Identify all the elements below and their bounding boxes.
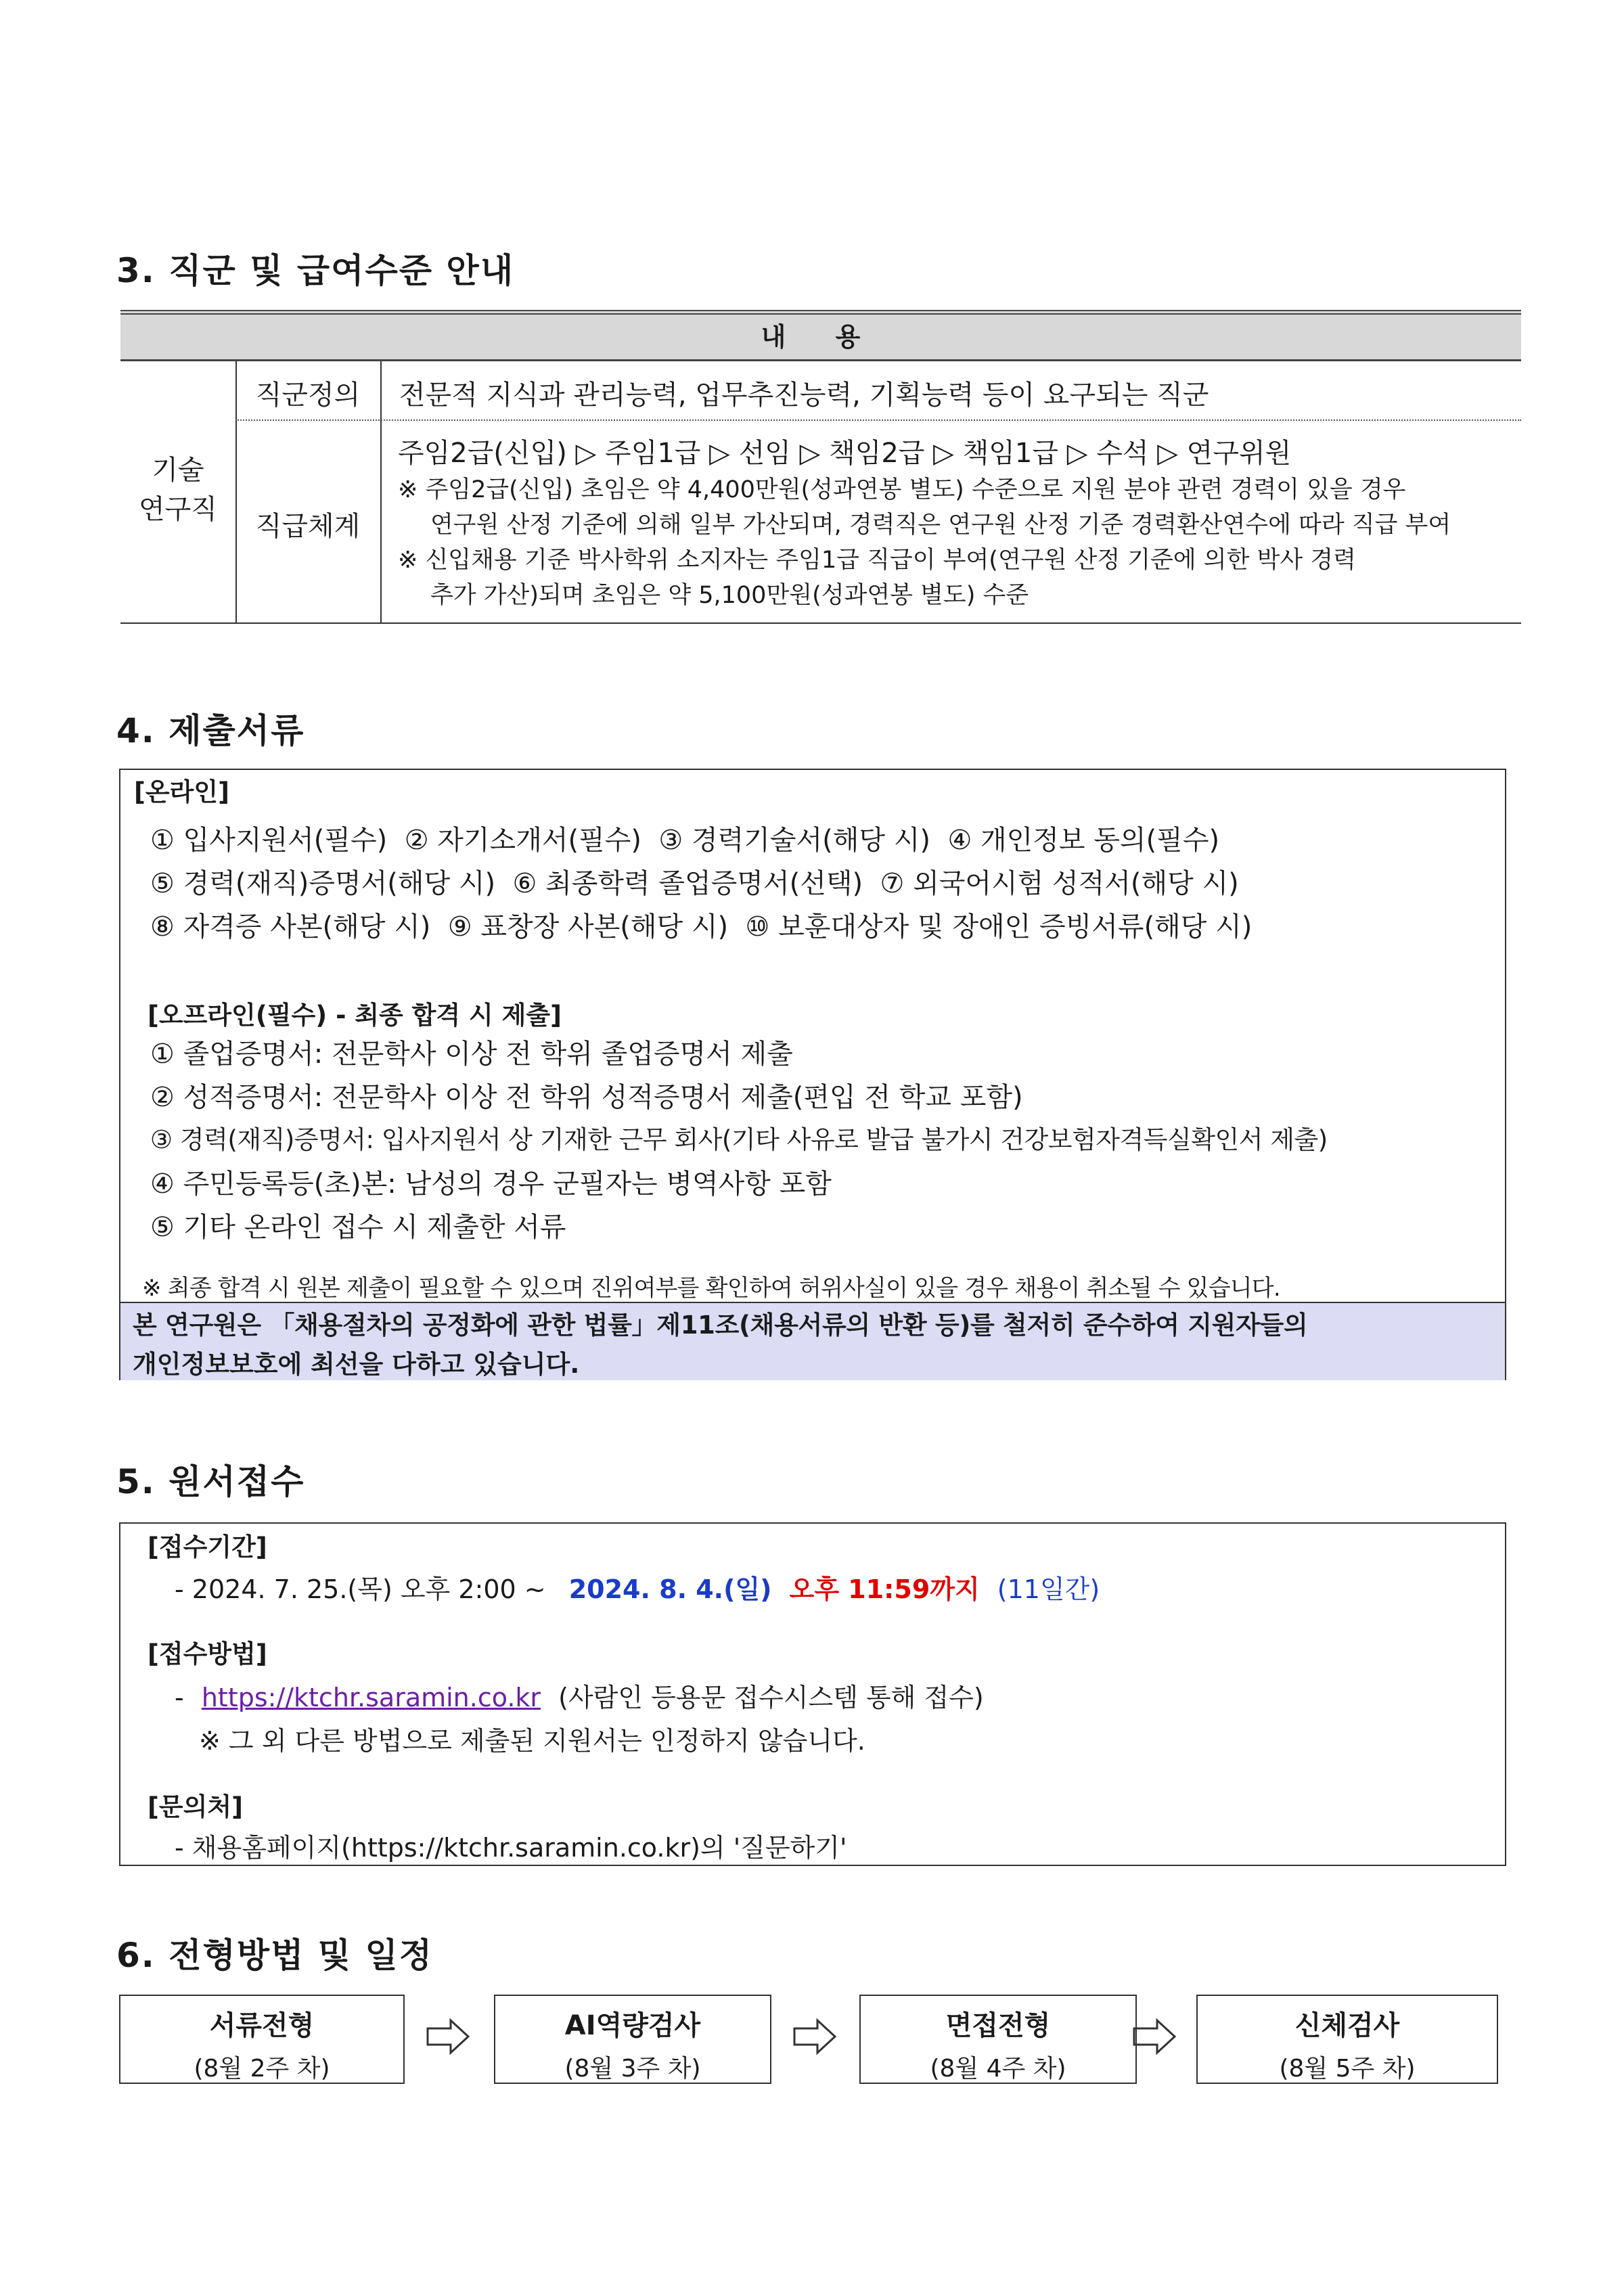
grade-note-1a: ※ 주임2급(신입) 초임은 약 4,400만원(성과연봉 별도) 수준으로 지원 분야 관련 경력이 있을 경우 — [398, 476, 1406, 503]
method-note: ※ 그 외 다른 방법으로 제출된 지원서는 인정하지 않습니다. — [199, 1726, 865, 1756]
step-schedule: (8월 4주 차) — [930, 2055, 1066, 2083]
privacy-notice-line-2: 개인정보보호에 최선을 다하고 있습니다. — [133, 1350, 580, 1379]
apply-link[interactable]: https://ktchr.saramin.co.kr — [201, 1683, 541, 1712]
grade-note-2b: 추가 가산)되며 초임은 약 5,100만원(성과연봉 별도) 수준 — [430, 582, 1029, 609]
online-line-1: ① 입사지원서(필수) ② 자기소개서(필수) ③ 경력기술서(해당 시) ④ 개인정보 동의(필수) — [150, 825, 1220, 856]
contact-text: - 채용홈페이지(https://ktchr.saramin.co.kr)의 '질문하기' — [175, 1833, 847, 1863]
method-dash: - — [175, 1683, 184, 1712]
row-label-grade-system: 직급체계 — [255, 511, 361, 542]
offline-item: ④ 주민등록등(초)본: 남성의 경우 군필자는 병역사항 포함 — [150, 1168, 832, 1200]
period-start: - 2024. 7. 25.(목) 오후 2:00 ~ — [175, 1574, 546, 1604]
process-step-medical — [1196, 1995, 1498, 2084]
process-step-ai-test — [494, 1995, 771, 2084]
step-title: AI역량검사 — [564, 2010, 701, 2041]
section-3-heading: 3. 직군 및 급여수준 안내 — [116, 251, 515, 290]
period-end-time: 오후 11:59까지 — [789, 1574, 980, 1604]
final-note: ※ 최종 합격 시 원본 제출이 필요할 수 있으며 진위여부를 확인하여 허위사실이 있을 경우 채용이 취소될 수 있습니다. — [142, 1275, 1280, 1302]
row-definition-text: 전문적 지식과 관리능력, 업무추진능력, 기획능력 등이 요구되는 직군 — [399, 380, 1209, 411]
section-6-heading: 6. 전형방법 및 일정 — [116, 1936, 434, 1975]
step-title: 면접전형 — [945, 2010, 1051, 2041]
offline-item: ① 졸업증명서: 전문학사 이상 전 학위 졸업증명서 제출 — [150, 1039, 793, 1070]
offline-title: [오프라인(필수) - 최종 합격 시 제출] — [148, 1001, 562, 1030]
privacy-notice-line-1: 본 연구원은 「채용절차의 공정화에 관한 법률」제11조(채용서류의 반환 등)를 철저히 준수하여 지원자들의 — [133, 1311, 1308, 1340]
method-line — [175, 1677, 984, 1714]
contact-title: [문의처] — [148, 1792, 244, 1821]
process-step-document — [119, 1995, 405, 2084]
online-title: [온라인] — [134, 777, 230, 806]
section-4-heading: 4. 제출서류 — [116, 711, 305, 750]
period-line — [175, 1568, 1100, 1606]
job-group-label — [120, 451, 235, 529]
period-title: [접수기간] — [148, 1532, 267, 1562]
offline-item: ② 성적증명서: 전문학사 이상 전 학위 성적증명서 제출(편입 전 학교 포함) — [150, 1082, 1023, 1113]
method-title: [접수방법] — [148, 1639, 267, 1668]
step-schedule: (8월 5주 차) — [1279, 2055, 1416, 2083]
online-line-3: ⑧ 자격증 사본(해당 시) ⑨ 표창장 사본(해당 시) ⑩ 보훈대상자 및 장애인 증빙서류(해당 시) — [150, 911, 1253, 942]
method-desc: (사람인 등용문 접수시스템 통해 접수) — [558, 1683, 984, 1712]
arrow-right-icon — [792, 2016, 839, 2057]
grade-ladder: 주임2급(신입) ▷ 주임1급 ▷ 선임 ▷ 책임2급 ▷ 책임1급 ▷ 수석 ▷ 연구위원 — [398, 438, 1292, 469]
process-step-interview — [859, 1995, 1137, 2084]
table-bottom-border — [120, 622, 1521, 624]
period-days: (11일간) — [997, 1574, 1100, 1604]
online-line-2: ⑤ 경력(재직)증명서(해당 시) ⑥ 최종학력 졸업증명서(선택) ⑦ 외국어시험 성적서(해당 시) — [150, 868, 1239, 899]
job-group-line2: 연구직 — [139, 494, 217, 525]
step-schedule: (8월 3주 차) — [564, 2055, 701, 2083]
table-header: 내 용 — [120, 310, 1521, 361]
step-title: 신체검사 — [1294, 2010, 1400, 2041]
offline-item: ⑤ 기타 온라인 접수 시 제출한 서류 — [150, 1212, 566, 1243]
row-separator — [235, 419, 1521, 421]
grade-note-2a: ※ 신입채용 기준 박사학위 소지자는 주임1급 직급이 부여(연구원 산정 기준에 의한 박사 경력 — [398, 547, 1356, 574]
offline-item: ③ 경력(재직)증명서: 입사지원서 상 기재한 근무 회사(기타 사유로 발급 불가시 건강보험자격득실확인서 제출) — [150, 1125, 1328, 1154]
step-schedule: (8월 2주 차) — [194, 2055, 330, 2083]
row-label-definition: 직군정의 — [255, 380, 361, 411]
arrow-right-icon — [1131, 2016, 1179, 2057]
step-title: 서류전형 — [209, 2010, 315, 2041]
period-end-date: 2024. 8. 4.(일) — [568, 1574, 772, 1604]
table-divider — [380, 361, 382, 624]
job-group-line1: 기술 — [152, 455, 204, 486]
grade-note-1b: 연구원 산정 기준에 의해 일부 가산되며, 경력직은 연구원 산정 기준 경력환산연수에 따라 직급 부여 — [430, 512, 1451, 539]
section-5-heading: 5. 원서접수 — [116, 1462, 305, 1501]
arrow-right-icon — [425, 2016, 472, 2057]
